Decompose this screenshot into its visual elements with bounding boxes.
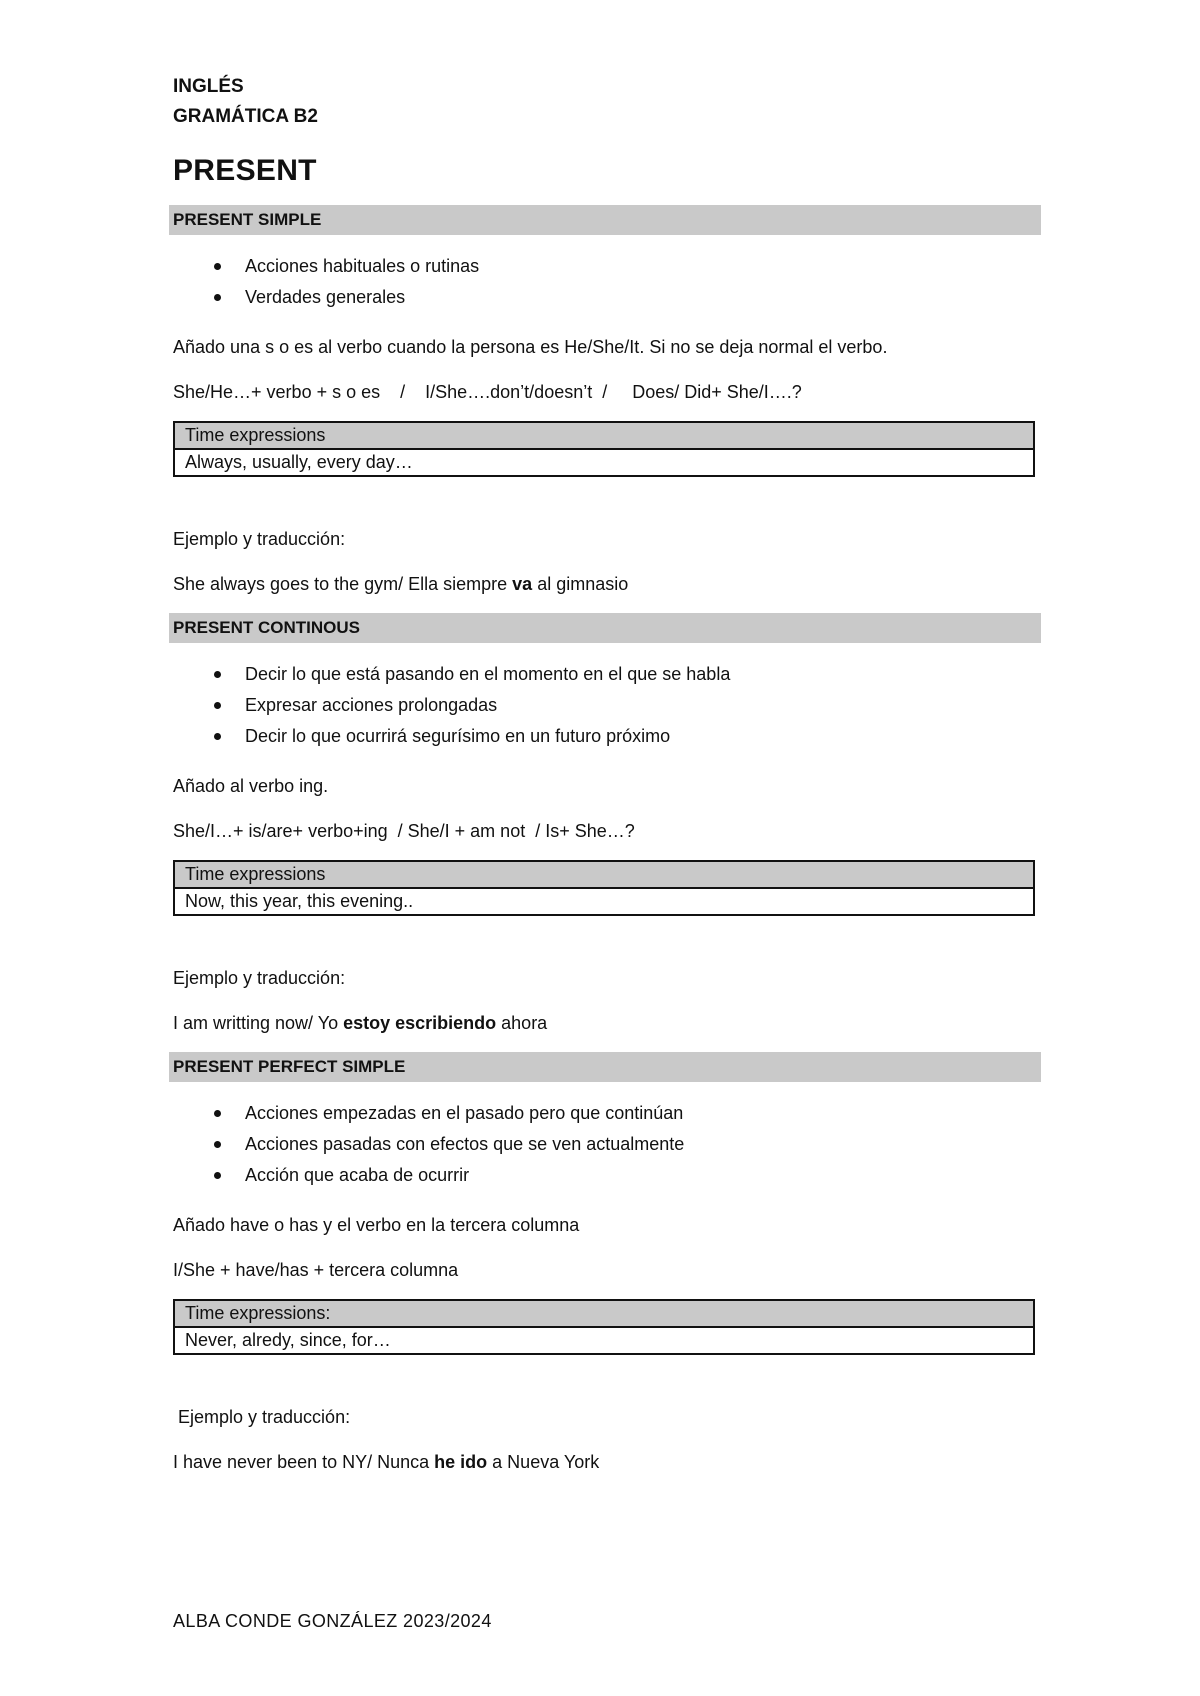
- usage-list: [173, 251, 1037, 313]
- list-item: Acción que acaba de ocurrir: [245, 1160, 1037, 1191]
- list-item: Acciones pasadas con efectos que se ven actualmente: [245, 1129, 1037, 1160]
- section-present-continuous: [173, 613, 1037, 1046]
- document-page: [173, 72, 1037, 1485]
- example-label: Ejemplo y traducción:: [173, 528, 346, 549]
- section-present-perfect-simple: [173, 1052, 1037, 1485]
- example-text: She always goes to the gym/ Ella siempre: [173, 573, 513, 594]
- usage-list: [173, 659, 1037, 752]
- list-item: Acciones habituales o rutinas: [245, 251, 1037, 282]
- time-expressions-values: Never, alredy, since, for…: [174, 1327, 1034, 1354]
- time-expressions-table: [173, 860, 1035, 916]
- formula-text: She/I…+ is/are+ verbo+ing / She/I + am not / Is+ She…?: [173, 820, 635, 841]
- example-label: Ejemplo y traducción:: [173, 967, 346, 988]
- time-expressions-values: Always, usually, every day…: [174, 449, 1034, 476]
- example-highlight: va: [512, 573, 533, 594]
- formula-text: She/He…+ verbo + s o es / I/She….don’t/doesn’t / Does/ Did+ She/I….?: [173, 381, 802, 402]
- list-item: Decir lo que ocurrirá segurísimo en un futuro próximo: [245, 721, 1037, 752]
- example-sentence: [173, 1001, 1037, 1046]
- example-text: ahora: [496, 1012, 548, 1033]
- time-expressions-header: Time expressions: [174, 861, 1034, 888]
- subject-heading: INGLÉS: [173, 76, 244, 97]
- list-item: Expresar acciones prolongadas: [245, 690, 1037, 721]
- page-title: PRESENT: [173, 154, 317, 187]
- example-text: I am writting now/ Yo: [173, 1012, 344, 1033]
- example-highlight: he ido: [434, 1451, 488, 1472]
- example-label: Ejemplo y traducción:: [173, 1406, 351, 1427]
- section-present-simple: [173, 205, 1037, 607]
- example-sentence: [173, 562, 1037, 607]
- time-expressions-table: [173, 1299, 1035, 1355]
- example-text: I have never been to NY/ Nunca: [173, 1451, 435, 1472]
- time-expressions-header: Time expressions:: [174, 1300, 1034, 1327]
- footer-author: ALBA CONDE GONZÁLEZ 2023/2024: [173, 1611, 492, 1631]
- usage-list: [173, 1098, 1037, 1191]
- example-highlight: estoy escribiendo: [343, 1012, 497, 1033]
- formula-text: I/She + have/has + tercera columna: [173, 1259, 459, 1280]
- rule-text: Añado al verbo ing.: [173, 775, 329, 796]
- list-item: Decir lo que está pasando en el momento en el que se habla: [245, 659, 1037, 690]
- list-item: Verdades generales: [245, 282, 1037, 313]
- example-text: al gimnasio: [532, 573, 629, 594]
- section-heading: PRESENT PERFECT SIMPLE: [169, 1052, 1041, 1082]
- rule-text: Añado have o has y el verbo en la tercera columna: [173, 1214, 580, 1235]
- list-item: Acciones empezadas en el pasado pero que continúan: [245, 1098, 1037, 1129]
- example-text: a Nueva York: [487, 1451, 600, 1472]
- section-heading: PRESENT CONTINOUS: [169, 613, 1041, 643]
- example-sentence: [173, 1440, 1037, 1485]
- time-expressions-table: [173, 421, 1035, 477]
- section-heading: PRESENT SIMPLE: [169, 205, 1041, 235]
- time-expressions-header: Time expressions: [174, 422, 1034, 449]
- rule-text: Añado una s o es al verbo cuando la persona es He/She/It. Si no se deja normal el verbo.: [173, 336, 888, 357]
- time-expressions-values: Now, this year, this evening..: [174, 888, 1034, 915]
- level-heading: GRAMÁTICA B2: [173, 106, 318, 127]
